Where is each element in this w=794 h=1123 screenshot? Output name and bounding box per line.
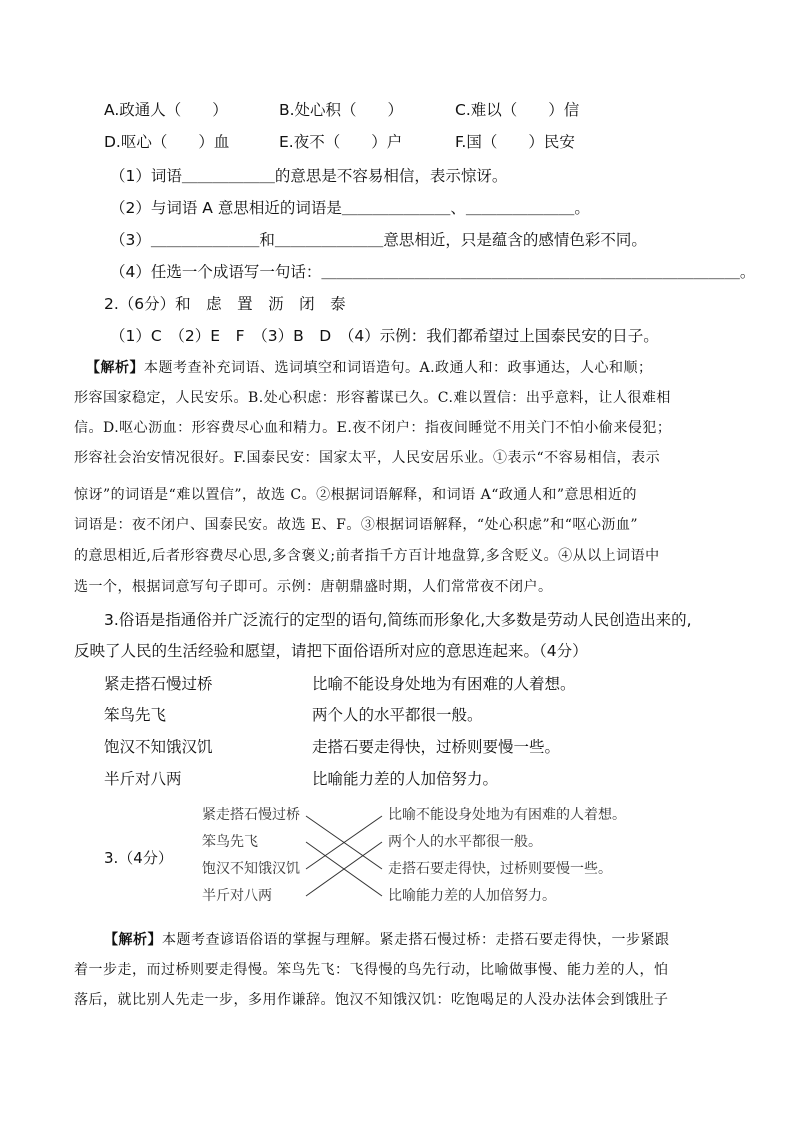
diagram-right-2: 两个人的水平都很一般。 — [388, 834, 542, 850]
option-a: A.政通人（ ） — [104, 101, 228, 119]
meaning-right-3: 走搭石要走得快，过桥则要慢一些。 — [312, 738, 561, 756]
analysis-1-line-5: 惊讶”的词语是“难以置信”，故选 C。②根据词语解释，和词语 A“政通人和”意思相近的 — [74, 487, 638, 503]
analysis-1-line-2: 形容国家稳定，人民安乐。B.处心积虑：形容蓄谋已久。C.难以置信：出乎意料，让人很难相 — [74, 390, 671, 406]
diagram-right-3: 走搭石要走得快，过桥则要慢一些。 — [388, 861, 612, 877]
analysis-3-line-1: 【解析】本题考查谚语俗语的掌握与理解。紧走搭石慢过桥：走搭石要走得快，一步紧跟 — [104, 932, 670, 948]
analysis-1-line-3: 信。D.呕心沥血：形容费尽心血和精力。E.夜不闭户：指夜间睡觉不用关门不怕小偷来侵犯； — [74, 420, 672, 436]
question-2: （2）与词语 A 意思相近的词语是＿＿＿＿＿＿＿、＿＿＿＿＿＿＿。 — [110, 199, 590, 217]
diagram-left-1: 紧走搭石慢过桥 — [202, 807, 300, 823]
question-4: （4）任选一个成语写一句话：＿＿＿＿＿＿＿＿＿＿＿＿＿＿＿＿＿＿＿＿＿＿＿＿＿＿＿。 — [110, 263, 756, 281]
analysis-1-line-4: 形容社会治安情况很好。F.国泰民安：国家太平，人民安居乐业。①表示“不容易相信，表示 — [74, 450, 661, 466]
diagram-right-1: 比喻不能设身处地为有困难的人着想。 — [388, 807, 626, 823]
diagram-left-4: 半斤对八两 — [202, 888, 272, 904]
analysis-3-line-3: 落后，就比别人先走一步，多用作谦辞。饱汉不知饿汉饥：吃饱喝足的人没办法体会到饿肚子 — [74, 992, 669, 1008]
analysis-1-line-8: 选一个，根据词意写句子即可。示例：唐朝鼎盛时期，人们常常夜不闭户。 — [74, 579, 553, 595]
answer-2-header: 2.（6分）和 虑 置 沥 闭 泰 — [104, 295, 346, 313]
proverb-left-2: 笨鸟先飞 — [104, 706, 167, 724]
option-d: D.呕心（ ）血 — [104, 133, 230, 151]
analysis-tag: 【解析】 — [104, 932, 162, 948]
analysis-3-line-2: 着一步走，而过桥则要走得慢。笨鸟先飞：飞得慢的鸟先行动，比喻做事慢、能力差的人，怕 — [74, 962, 669, 978]
option-f: F.国（ ）民安 — [455, 133, 575, 151]
meaning-right-1: 比喻不能设身处地为有困难的人着想。 — [312, 675, 576, 693]
analysis-1-line-7: 的意思相近,后者形容费尽心思,多含褒义;前者指千方百计地盘算,多含贬义。④从以上词语中 — [74, 548, 660, 564]
question-3-line-1: 3.俗语是指通俗并广泛流行的定型的语句,简练而形象化,大多数是劳动人民创造出来的, — [104, 611, 692, 629]
answer-3-label: 3.（4分） — [104, 849, 173, 867]
proverb-left-4: 半斤对八两 — [104, 770, 182, 788]
proverb-left-3: 饱汉不知饿汉饥 — [104, 738, 213, 756]
analysis-1-line-1: 【解析】本题考查补充词语、选词填空和词语造句。A.政通人和：政事通达，人心和顺； — [86, 360, 653, 376]
question-3-line-2: 反映了人民的生活经验和愿望，请把下面俗语所对应的意思连起来。（4分） — [74, 642, 588, 660]
matching-diagram — [100, 796, 660, 916]
analysis-tag: 【解析】 — [86, 360, 144, 376]
proverb-left-1: 紧走搭石慢过桥 — [104, 675, 213, 693]
analysis-1-line-6: 词语是：夜不闭户、国泰民安。故选 E、F。③根据词语解释，“处心积虑”和“呕心沥血” — [74, 517, 639, 533]
answer-2-answers: （1）C （2）E F （3）B D （4）示例：我们都希望过上国泰民安的日子。 — [110, 327, 659, 345]
option-e: E.夜不（ ）户 — [279, 133, 403, 151]
meaning-right-4: 比喻能力差的人加倍努力。 — [312, 770, 499, 788]
diagram-left-3: 饱汉不知饿汉饥 — [202, 861, 300, 877]
question-1: （1）词语＿＿＿＿＿＿的意思是不容易相信，表示惊讶。 — [110, 167, 508, 185]
meaning-right-2: 两个人的水平都很一般。 — [312, 706, 483, 724]
diagram-left-2: 笨鸟先飞 — [202, 834, 258, 850]
diagram-right-4: 比喻能力差的人加倍努力。 — [388, 888, 556, 904]
option-b: B.处心积（ ） — [279, 101, 404, 119]
option-c: C.难以（ ）信 — [455, 101, 580, 119]
question-3: （3）＿＿＿＿＿＿＿和＿＿＿＿＿＿＿意思相近，只是蕴含的感情色彩不同。 — [110, 231, 647, 249]
